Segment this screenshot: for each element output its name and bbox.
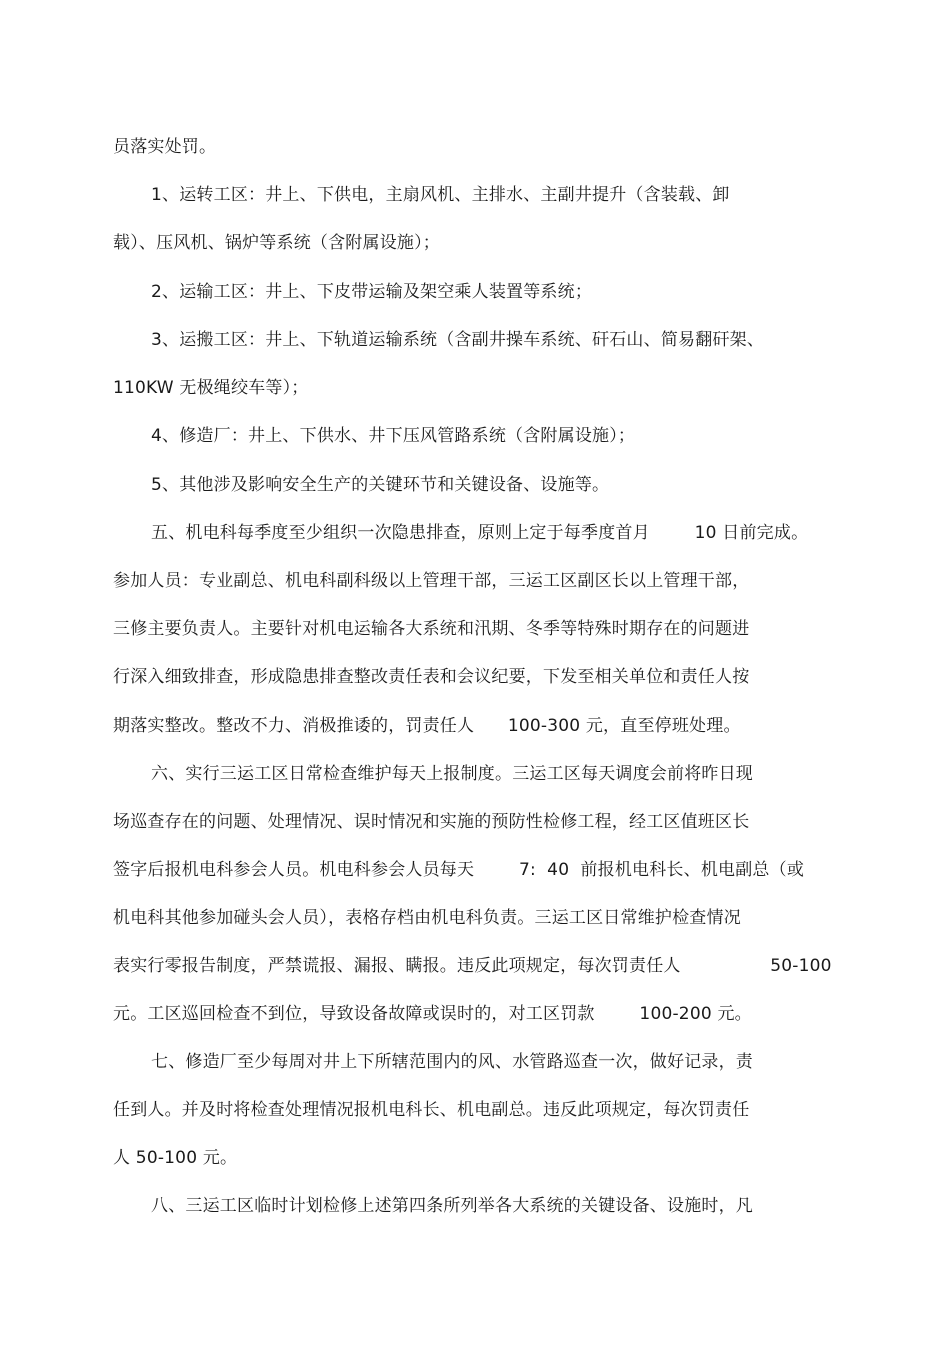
text-line: 行深入细致排查，形成隐患排查整改责任表和会议纪要，下发至相关单位和责任人按 <box>113 667 750 687</box>
text-line: 五、机电科每季度至少组织一次隐患排查，原则上定于每季度首月 10 日前完成。 <box>151 523 809 543</box>
text-line: 签字后报机电科参会人员。机电科参会人员每天 7: 40 前报机电科长、机电副总（或 <box>113 860 805 880</box>
text-line: 场巡查存在的问题、处理情况、误时情况和实施的预防性检修工程，经工区值班区长 <box>113 812 750 832</box>
text-line: 4、修造厂：井上、下供水、井下压风管路系统（含附属设施）； <box>151 426 636 446</box>
text-line: 任到人。并及时将检查处理情况报机电科长、机电副总。违反此项规定，每次罚责任 <box>113 1100 750 1120</box>
text-line: 2、运输工区：井上、下皮带运输及架空乘人装置等系统； <box>151 282 593 302</box>
text-line: 三修主要负责人。主要针对机电运输各大系统和汛期、冬季等特殊时期存在的问题进 <box>113 619 750 639</box>
text-line: 表实行零报告制度，严禁谎报、漏报、瞒报。违反此项规定，每次罚责任人 50-100 <box>113 956 832 976</box>
text-line: 载）、压风机、锅炉等系统（含附属设施）； <box>113 233 440 253</box>
text-line: 110KW 无极绳绞车等）； <box>113 378 309 398</box>
text-line: 5、其他涉及影响安全生产的关键环节和关键设备、设施等。 <box>151 475 610 495</box>
text-line: 六、实行三运工区日常检查维护每天上报制度。三运工区每天调度会前将昨日现 <box>151 764 753 784</box>
text-line: 3、运搬工区：井上、下轨道运输系统（含副井操车系统、矸石山、简易翻矸架、 <box>151 330 765 350</box>
text-line: 元。工区巡回检查不到位，导致设备故障或误时的，对工区罚款 100-200 元。 <box>113 1004 752 1024</box>
text-line: 八、三运工区临时计划检修上述第四条所列举各大系统的关键设备、设施时，凡 <box>151 1196 753 1216</box>
text-line: 期落实整改。整改不力、消极推诿的，罚责任人 100-300 元，直至停班处理。 <box>113 716 741 736</box>
text-line: 员落实处罚。 <box>113 137 217 157</box>
text-line: 人 50-100 元。 <box>113 1148 238 1168</box>
text-line: 机电科其他参加碰头会人员），表格存档由机电科负责。三运工区日常维护检查情况 <box>113 908 741 928</box>
text-line: 参加人员：专业副总、机电科副科级以上管理干部，三运工区副区长以上管理干部， <box>113 571 750 591</box>
text-line: 七、修造厂至少每周对井上下所辖范围内的风、水管路巡查一次，做好记录，责 <box>151 1052 753 1072</box>
text-line: 1、运转工区：井上、下供电，主扇风机、主排水、主副井提升（含装载、卸 <box>151 185 730 205</box>
